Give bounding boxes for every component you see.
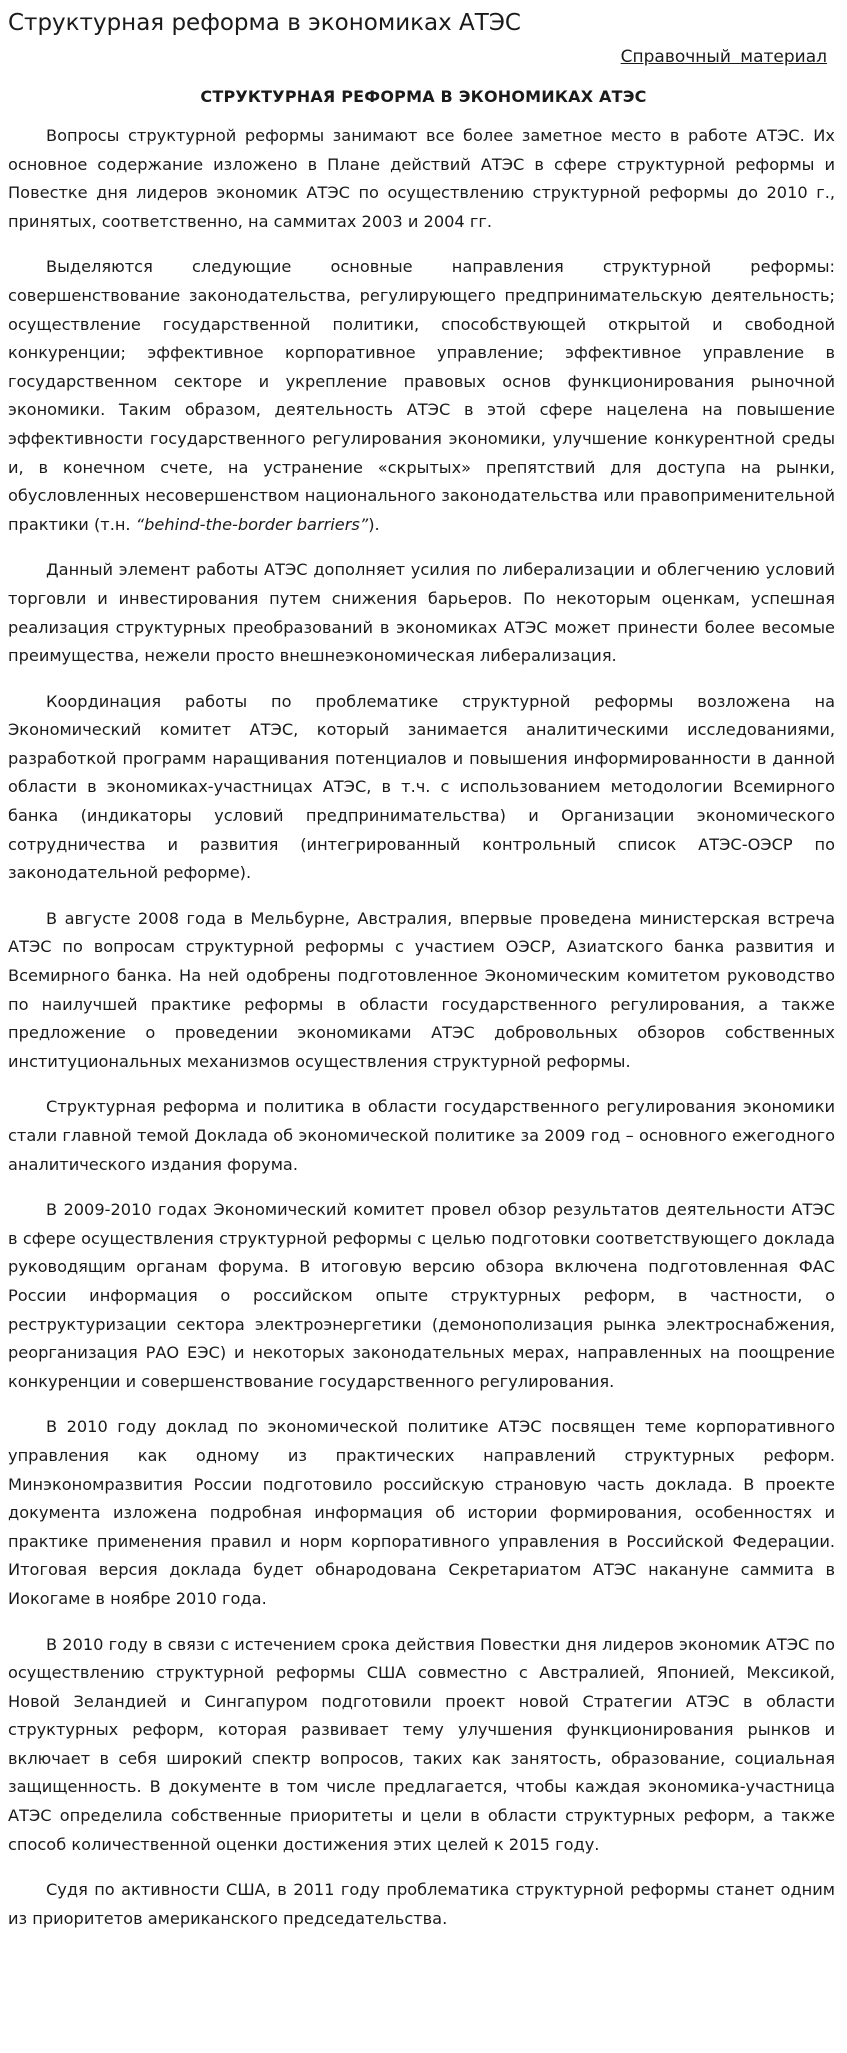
paragraph-8: В 2010 году доклад по экономической политике АТЭС посвящен теме корпоративного управления как одному из практических направлений структурных реформ. Минэкономразвития России подготовило российскую страновую часть доклада. В проекте документа изложена подробная информация об истории формирования, особенностях и практике применения правил и норм корпоративного управления в Российской Федерации. Итоговая версия доклада будет обнародована Секретариатом АТЭС накануне саммита в Иокогаме в ноябре 2010 года. — [8, 1417, 835, 1608]
paragraph-2-tail: ). — [368, 514, 380, 534]
reference-material-link[interactable]: Справочный материал — [620, 47, 827, 67]
paragraph-2 — [8, 253, 835, 539]
page-title: Структурная реформа в экономиках АТЭС — [8, 10, 521, 36]
paragraph-1: Вопросы структурной реформы занимают все более заметное место в работе АТЭС. Их основное содержание изложено в Плане действий АТЭС в сфере структурной реформы и Повестке дня лидеров экономик АТЭС по осуществлению структурной реформы до 2010 г., принятых, соответственно, на саммитах 2003 и 2004 гг. — [8, 126, 835, 231]
paragraph-6: Структурная реформа и политика в области государственного регулирования экономики стали главной темой Доклада об экономической политике за 2009 год – основного ежегодного аналитического издания форума. — [8, 1097, 835, 1174]
document-body — [8, 122, 835, 1950]
paragraph-9: В 2010 году в связи с истечением срока действия Повестки дня лидеров экономик АТЭС по осуществлению структурной реформы США совместно с Австралией, Японией, Мексикой, Новой Зеландией и Сингапуром подготовили проект новой Стратегии АТЭС в области структурных реформ, которая развивает тему улучшения функционирования рынков и включает в себя широкий спектр вопросов, таких как занятость, образование, социальная защищенность. В документе в том числе предлагается, чтобы каждая экономика-участница АТЭС определила собственные приоритеты и цели в области структурных реформ, а также способ количественной оценки достижения этих целей к 2015 году. — [8, 1634, 835, 1854]
paragraph-2-italic-term: “behind-the-border barriers” — [135, 514, 369, 534]
paragraph-5: В августе 2008 года в Мельбурне, Австралия, впервые проведена министерская встреча АТЭС по вопросам структурной реформы с участием ОЭСР, Азиатского банка развития и Всемирного банка. На ней одобрены подготовленное Экономическим комитетом руководство по наилучшей практике реформы в области государственного регулирования, а также предложение о проведении экономиками АТЭС добровольных обзоров собственных институциональных механизмов осуществления структурной реформы. — [8, 908, 835, 1071]
paragraph-2-text: Выделяются следующие основные направления структурной реформы: совершенствование законодательства, регулирующего предпринимательскую деятельность; осуществление государственной политики, способствующей открытой и свободной конкуренции; эффективное корпоративное управление; эффективное управление в государственном секторе и укрепление правовых основ функционирования рыночной экономики. Таким образом, деятельность АТЭС в этой сфере нацелена на повышение эффективности государственного регулирования экономики, улучшение конкурентной среды и, в конечном счете, на устранение «скрытых» препятствий для доступа на рынки, обусловленных несовершенством национального законодательства или правоприменительной практики (т.н. — [8, 257, 835, 534]
document-heading: СТРУКТУРНАЯ РЕФОРМА В ЭКОНОМИКАХ АТЭС — [200, 87, 647, 106]
paragraph-3: Данный элемент работы АТЭС дополняет усилия по либерализации и облегчению условий торговли и инвестирования путем снижения барьеров. По некоторым оценкам, успешная реализация структурных преобразований в экономиках АТЭС может принести более весомые преимущества, нежели просто внешнеэкономическая либерализация. — [8, 560, 835, 666]
paragraph-10: Судя по активности США, в 2011 году проблематика структурной реформы станет одним из приоритетов американского председательства. — [8, 1880, 835, 1928]
paragraph-7: В 2009-2010 годах Экономический комитет провел обзор результатов деятельности АТЭС в сфере осуществления структурной реформы с целью подготовки соответствующего доклада руководящим органам форума. В итоговую версию обзора включена подготовленная ФАС России информация о российском опыте структурных реформ, в частности, о реструктуризации сектора электроэнергетики (демонополизация рынка электроснабжения, реорганизация РАО ЕЭС) и некоторых законодательных мерах, направленных на поощрение конкуренции и совершенствование государственного регулирования. — [8, 1200, 835, 1391]
paragraph-4: Координация работы по проблематике структурной реформы возложена на Экономический комитет АТЭС, который занимается аналитическими исследованиями, разработкой программ наращивания потенциалов и повышения информированности в данной области в экономиках-участницах АТЭС, в т.ч. с использованием методологии Всемирного банка (индикаторы условий предпринимательства) и Организации экономического сотрудничества и развития (интегрированный контрольный список АТЭС-ОЭСР по законодательной реформе). — [8, 691, 835, 883]
